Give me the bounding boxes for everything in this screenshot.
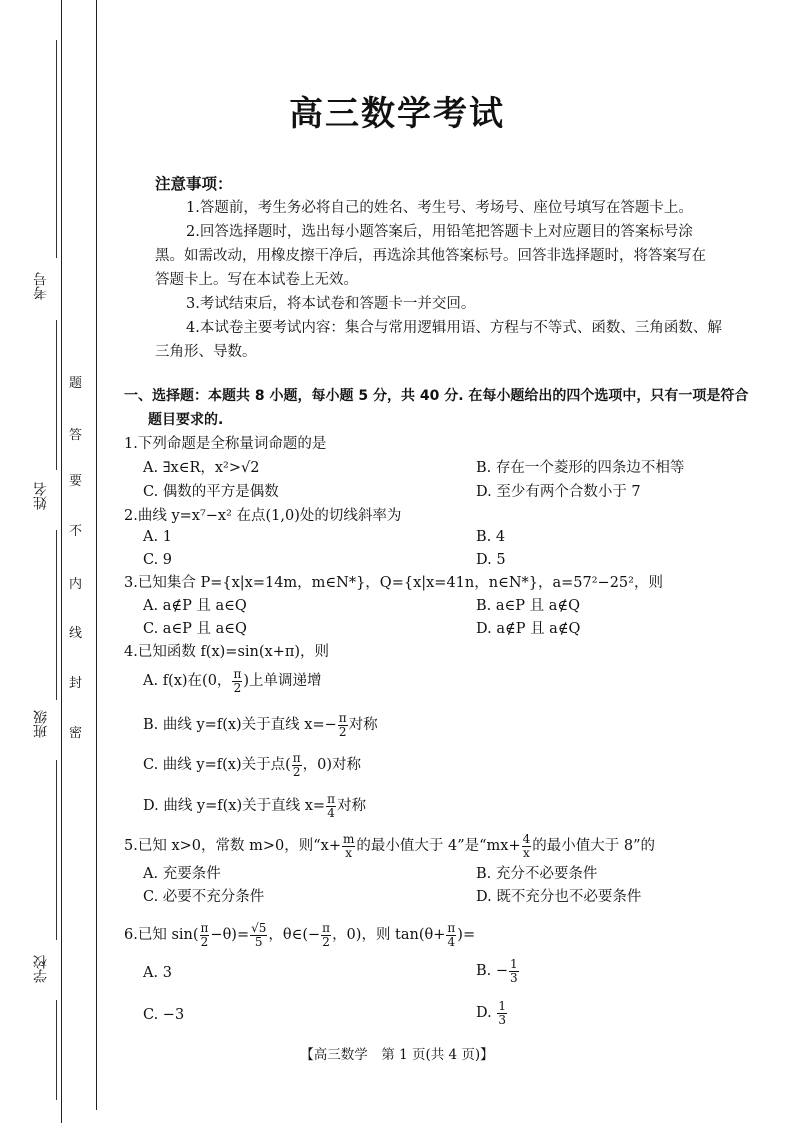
xingming-label: 姓名 [33,482,49,510]
fraction: $\frac{\pi}{2}$ [233,667,242,695]
fraction: $\frac{4}{x}$ [522,832,531,860]
section-1-heading-line-2: 题目要求的. [148,412,224,428]
q3-option-d[interactable]: D. a∉P 且 a∉Q [476,621,581,637]
q2-option-b[interactable]: B. 4 [476,529,506,545]
fraction: $\frac{1}{3}$ [498,999,506,1027]
q3-stem: 3.已知集合 P={x|x=14m，m∈N*}，Q={x|x=41n，n∈N*}，a=57²−25²，则 [124,575,663,591]
seal-char: 题 [69,376,83,391]
q4-option-a[interactable]: A. f(x)在(0， $\frac{\pi}{2}$ )上单调递增 [143,667,322,695]
page-footer: 【高三数学 第 1 页(共 4 页)】 [300,1047,494,1063]
q2-option-c[interactable]: C. 9 [143,552,173,568]
binding-line-inner [96,0,97,1110]
fraction: $\frac{\pi}{2}$ [292,751,301,779]
q6-option-c[interactable]: C. −3 [143,1007,185,1023]
notice-item-3: 3.考试结束后，将本试卷和答题卡一并交回。 [186,296,476,312]
seal-char: 答 [69,428,83,443]
q1-option-d[interactable]: D. 至少有两个合数小于 7 [476,484,641,500]
banji-field[interactable] [56,760,57,940]
q5-option-a[interactable]: A. 充要条件 [143,866,221,882]
q4-option-c[interactable]: C. 曲线 y=f(x)关于点( $\frac{\pi}{2}$ ，0)对称 [143,751,362,779]
q4-option-b[interactable]: B. 曲线 y=f(x)关于直线 x=− $\frac{\pi}{2}$ 对称 [143,711,378,739]
q2-option-d[interactable]: D. 5 [476,552,506,568]
fraction: $\frac{\pi}{2}$ [338,711,347,739]
fraction: $\frac{\pi}{2}$ [200,921,209,949]
q4-stem: 4.已知函数 f(x)=sin(x+π)，则 [124,644,330,660]
fraction: $\frac{\pi}{2}$ [322,921,331,949]
notice-item-2-line-3: 答题卡上。写在本试卷上无效。 [155,272,358,288]
seal-char: 封 [69,676,83,691]
q2-stem: 2.曲线 y=x⁷−x² 在点(1,0)处的切线斜率为 [124,508,402,524]
q1-option-c[interactable]: C. 偶数的平方是偶数 [143,484,279,500]
seal-char: 内 [69,577,83,592]
fraction: $\frac{\pi}{4}$ [447,921,456,949]
banji-label: 班级 [33,710,49,738]
q1-stem: 1.下列命题是全称量词命题的是 [124,436,327,452]
q1-option-a[interactable]: A. ∃x∈R，x²>√2 [143,460,260,476]
q5-option-b[interactable]: B. 充分不必要条件 [476,866,598,882]
notice-item-4-line-1: 4.本试卷主要考试内容：集合与常用逻辑用语、方程与不等式、函数、三角函数、解 [186,320,722,336]
fraction: $\frac{m}{x}$ [342,832,355,860]
section-1-heading-line-1: 一、选择题：本题共 8 小题，每小题 5 分，共 40 分. 在每小题给出的四个选项中，只有一项是符合 [124,388,749,404]
xuexiao-label: 学校 [33,955,49,983]
q3-option-c[interactable]: C. a∈P 且 a∈Q [143,621,247,637]
seal-char: 线 [69,626,83,641]
kaohao-label: 考号 [33,272,49,300]
fraction: $\frac{1}{3}$ [510,957,518,985]
kaohao-field[interactable] [56,320,57,470]
kaohao-underline [56,40,57,258]
q5-option-d[interactable]: D. 既不充分也不必要条件 [476,889,642,905]
q3-option-a[interactable]: A. a∉P 且 a∈Q [143,598,247,614]
notice-item-2-line-1: 2.回答选择题时，选出每小题答案后，用铅笔把答题卡上对应题目的答案标号涂 [186,224,693,240]
notice-item-1: 1.答题前，考生务必将自己的姓名、考生号、考场号、座位号填写在答题卡上。 [186,200,693,216]
q3-option-b[interactable]: B. a∈P 且 a∉Q [476,598,580,614]
q5-stem: 5.已知 x>0，常数 m>0，则“x+ $\frac{m}{x}$ 的最小值大于 4”是“mx+ $\frac{4}{x}$ 的最小值大于 8”的 [124,832,655,860]
fraction: $\frac{\pi}{4}$ [327,792,335,820]
q4-option-d[interactable]: D. 曲线 y=f(x)关于直线 x= $\frac{\pi}{4}$ 对称 [143,792,366,820]
q6-option-a[interactable]: A. 3 [143,965,172,981]
seal-char: 不 [69,524,83,539]
page-title: 高三数学考试 [289,94,505,134]
notice-heading: 注意事项： [155,175,233,193]
q6-stem: 6.已知 sin( $\frac{\pi}{2}$ −θ)= $\frac{√5}{5}$ ，θ∈(− $\frac{\pi}{2}$ ，0)，则 tan(θ+ $\frac{\pi}{4}$ )= [124,921,476,949]
xingming-field[interactable] [56,530,57,700]
q5-option-c[interactable]: C. 必要不充分条件 [143,889,265,905]
q6-option-b[interactable]: B. − $\frac{1}{3}$ [476,957,518,985]
notice-item-2-line-2: 黑。如需改动，用橡皮擦干净后，再选涂其他答案标号。回答非选择题时，将答案写在 [155,248,706,264]
q1-option-b[interactable]: B. 存在一个菱形的四条边不相等 [476,460,685,476]
notice-item-4-line-2: 三角形、导数。 [155,344,257,360]
q2-option-a[interactable]: A. 1 [143,529,172,545]
fraction: $\frac{√5}{5}$ [251,921,267,949]
q6-option-d[interactable]: D. $\frac{1}{3}$ [476,999,506,1027]
seal-char: 密 [69,726,83,741]
seal-char: 要 [69,474,83,489]
binding-line-outer [61,0,62,1123]
